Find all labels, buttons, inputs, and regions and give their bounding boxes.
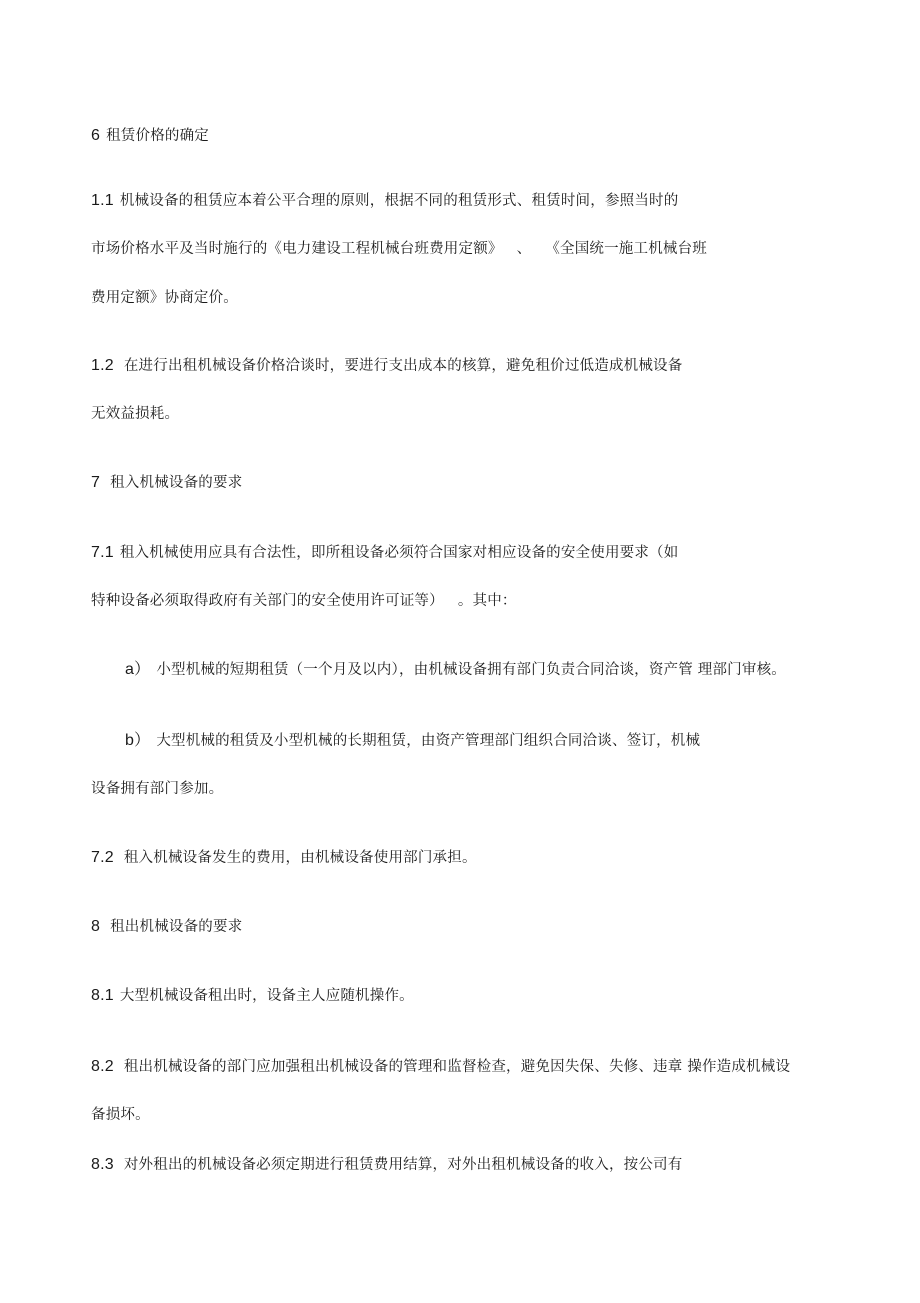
clause-text: 租出机械设备的部门应加强租出机械设备的管理和监督检查，避免因失保、失修、违章 操作造成机械设 [123,1059,791,1075]
clause-text: 租入机械使用应具有合法性，即所租设备必须符合国家对相应设备的安全使用要求（如 [119,545,679,561]
section-title: 租入机械设备的要求 [110,475,243,491]
section-title: 租出机械设备的要求 [110,919,243,935]
clause-8-1-line-1 [91,986,414,1006]
clause-text: 费用定额》协商定价。 [91,290,238,306]
clause-text: 无效益损耗。 [91,406,180,422]
clause-1-1-line-2 [91,239,707,259]
section-number: 8 [91,918,101,935]
item-text: 设备拥有部门参加。 [91,781,224,797]
clause-1-2-line-1 [91,356,682,376]
clause-text: 租入机械设备发生的费用，由机械设备使用部门承担。 [123,850,477,866]
clause-text: 。其中： [457,593,517,609]
clause-7-2-line-1 [91,848,477,868]
clause-text: 在进行出租机械设备价格洽谈时，要进行支出成本的核算，避免租价过低造成机械设备 [123,358,683,374]
clause-7-1-line-1 [91,543,678,563]
clause-7-1-item-b-line-2 [91,779,223,799]
item-text: 小型机械的短期租赁（一个月及以内），由机械设备拥有部门负责合同洽谈，资产管 理部门审核。 [156,662,786,678]
section-7-heading [91,473,242,493]
clause-8-2-line-1 [91,1057,790,1077]
clause-text: 大型机械设备租出时，设备主人应随机操作。 [119,988,414,1004]
clause-1-1-line-3 [91,288,238,308]
clause-8-3-line-1 [91,1155,682,1175]
clause-text: 《全国统一施工机械台班 [545,241,708,257]
section-title: 租赁价格的确定 [106,128,210,144]
clause-text: 机械设备的租赁应本着公平合理的原则，根据不同的租赁形式、租赁时间，参照当时的 [119,193,679,209]
clause-text: 对外租出的机械设备必须定期进行租赁费用结算，对外出租机械设备的收入，按公司有 [123,1157,683,1173]
clause-7-1-item-a [125,660,786,680]
clause-1-1-line-1 [91,191,678,211]
item-marker: b） [125,732,151,749]
clause-8-2-line-2 [91,1105,150,1125]
clause-number: 7.2 [91,849,114,866]
clause-1-2-line-2 [91,404,179,424]
item-marker: a） [125,661,151,678]
clause-text: 特种设备必须取得政府有关部门的安全使用许可证等） [91,593,444,609]
section-number: 7 [91,474,101,491]
clause-number: 8.3 [91,1156,114,1173]
clause-text: 备损坏。 [91,1107,150,1123]
clause-separator: 、 [516,241,532,257]
clause-7-1-line-2 [91,591,517,611]
section-number: 6 [91,127,101,144]
clause-7-1-item-b-line-1 [125,731,700,751]
clause-number: 8.1 [91,987,114,1004]
section-6-heading [91,126,209,146]
clause-number: 1.1 [91,192,114,209]
clause-number: 8.2 [91,1058,114,1075]
clause-number: 1.2 [91,357,114,374]
item-text: 大型机械的租赁及小型机械的长期租赁，由资产管理部门组织合同洽谈、签订，机械 [156,733,701,749]
clause-number: 7.1 [91,544,114,561]
section-8-heading [91,917,242,937]
clause-text: 市场价格水平及当时施行的《电力建设工程机械台班费用定额》 [91,241,503,257]
